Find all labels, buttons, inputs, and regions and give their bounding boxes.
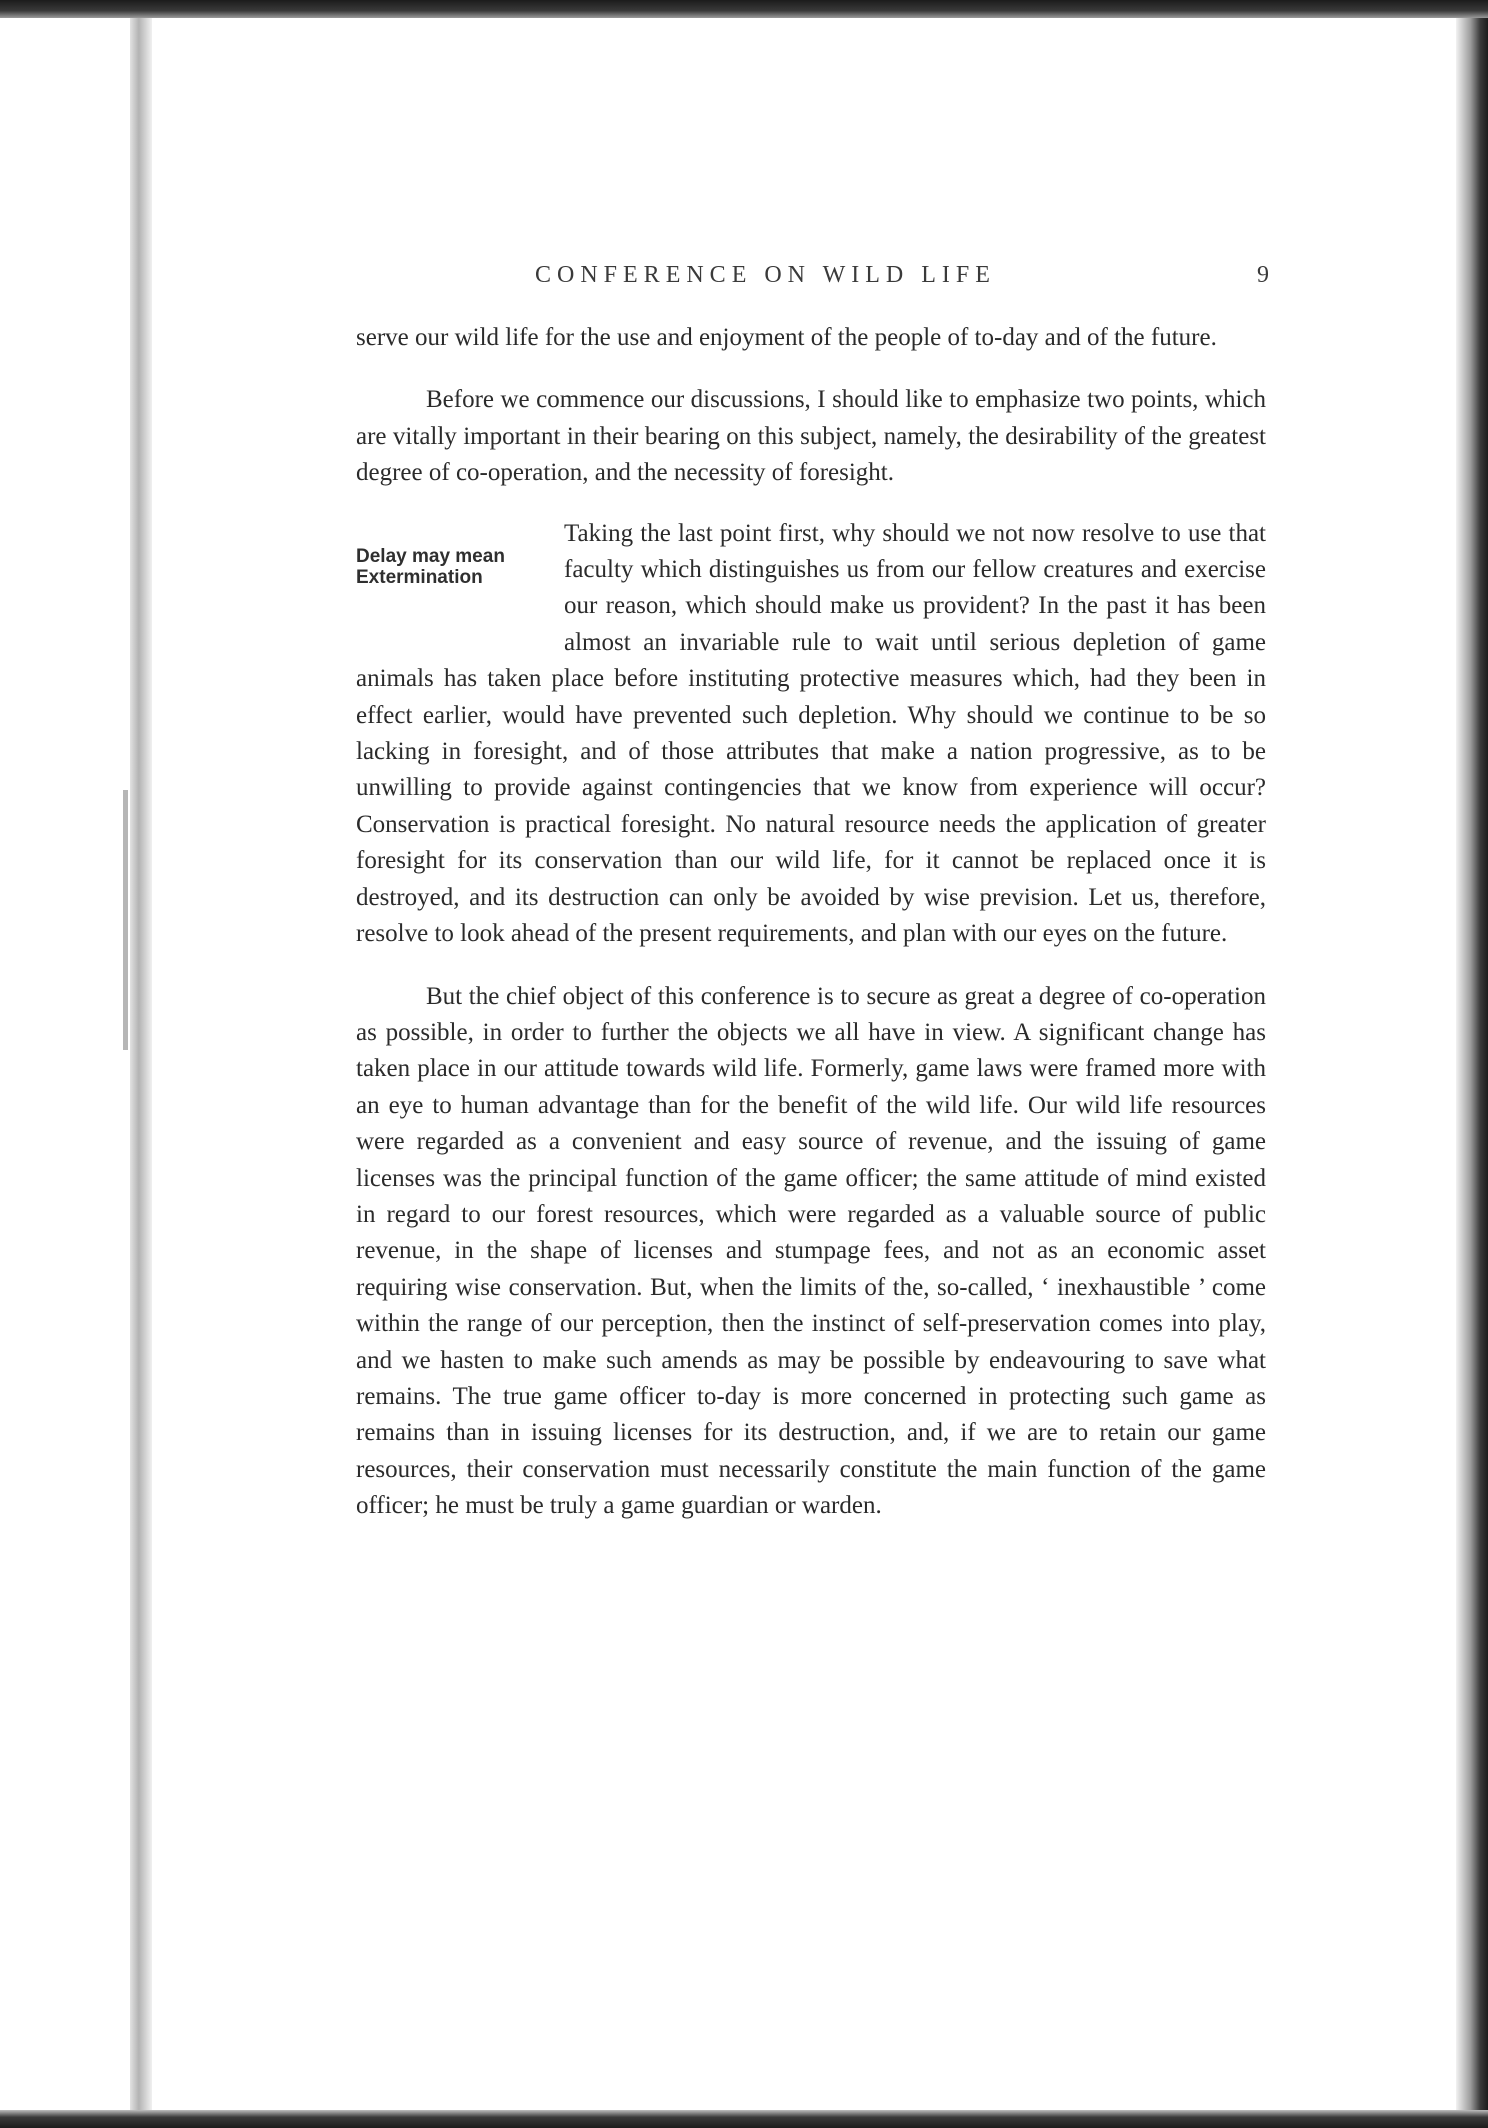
margin-note-line-1: Delay may mean <box>356 545 505 567</box>
scan-bottom-edge <box>0 2110 1488 2128</box>
running-head <box>360 262 1280 302</box>
scan-top-edge <box>0 0 1488 18</box>
body-text <box>356 320 1266 1525</box>
scan-binding-gutter <box>130 18 152 2110</box>
scan-right-edge <box>1456 18 1488 2110</box>
paragraph-foresight: Taking the last point first, why should we not now resolve to use that faculty which distinguishes us from our fellow creatures and exercise our reason, which should make us provident? In the past it has been almost an invariable rule to wait until serious depletion of game animals has taken place before instituting protective measures which, had they been in effect earlier, would have prevented such depletion. Why should we continue to be so lacking in foresight, and of those attributes that make a nation progressive, as to be unwilling to provide against contingencies that we know from experience will occur? Conservation is practical foresight. No natural resource needs the application of greater foresight for its conservation than our wild life, for it cannot be replaced once it is destroyed, and its destruction can only be avoided by wise prevision. Let us, therefore, resolve to look ahead of the present requirements, and plan with our eyes on the future. <box>356 519 1266 948</box>
margin-note <box>356 516 556 634</box>
paragraph-cooperation: But the chief object of this conference is to secure as great a degree of co-operation as possible, in order to further the objects we all have in view. A significant change has taken place in our attitude towards wild life. Formerly, game laws were framed more with an eye to human advantage than for the benefit of the wild life. Our wild life resources were regarded as a convenient and easy source of revenue, and the issuing of game licenses was the principal function of the game officer; the same attitude of mind existed in regard to our forest resources, which were regarded as a valuable source of public revenue, in the shape of licenses and stumpage fees, and not as an economic asset requiring wise conservation. But, when the limits of the, so-called, ‘ inexhaustible ’ come within the range of our perception, then the instinct of self-preservation comes into play, and we hasten to make such amends as may be possible by endeavouring to save what remains. The true game officer to-day is more concerned in protecting such game as remains than in issuing licenses for its destruction, and, if we are to retain our game resources, their conservation must necessarily constitute the main function of the game officer; he must be truly a game guardian or warden. <box>356 982 1266 1520</box>
paragraph-foresight-wrapper <box>356 516 1266 953</box>
running-head-title: CONFERENCE ON WILD LIFE <box>535 262 996 288</box>
margin-note-text <box>356 546 505 588</box>
scan-gutter-shadow <box>123 790 128 1050</box>
margin-note-line-2: Extermination <box>356 566 483 588</box>
paragraph-two-points: Before we commence our discussions, I should like to emphasize two points, which are vitally important in their bearing on this subject, namely, the desirability of the greatest degree of co-operation, and the necessity of foresight. <box>356 386 1266 487</box>
paragraph-continued: serve our wild life for the use and enjoyment of the people of to-day and of the future. <box>356 324 1217 351</box>
page-number: 9 <box>1257 262 1269 288</box>
